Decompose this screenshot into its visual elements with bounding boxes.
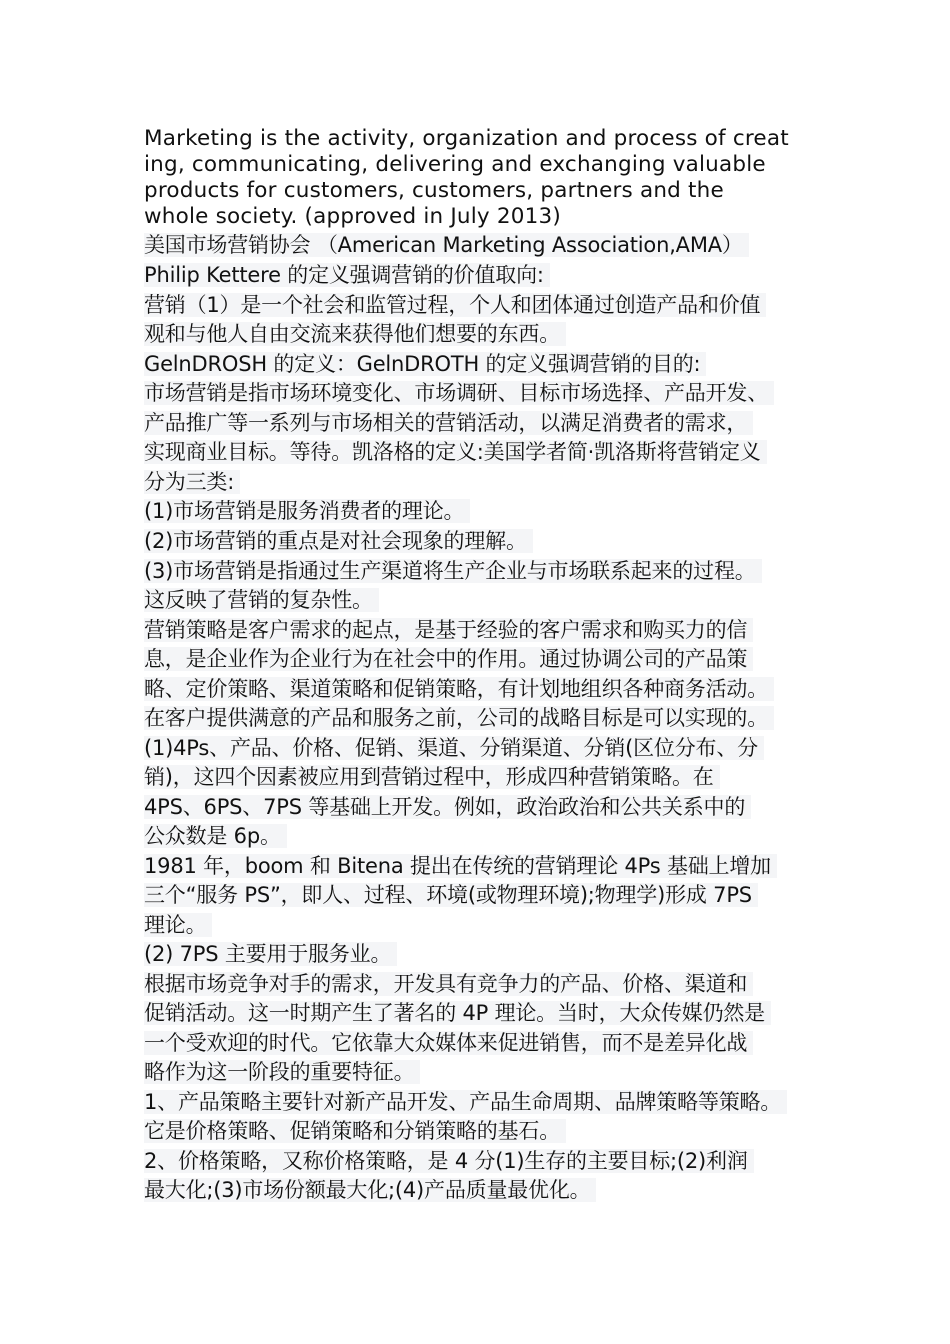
text-line: 三个“服务 PS”，即人、过程、环境(或物理环境);物理学)形成 7PS [144, 881, 758, 909]
text-line: 4PS、6PS、7PS 等基础上开发。例如，政治政治和公共关系中的 [144, 793, 751, 821]
text-line: 1、产品策略主要针对新产品开发、产品生命周期、品牌策略等策略。 [144, 1088, 787, 1116]
text-line: Marketing is the activity, organization and process of creat [144, 126, 789, 151]
text-line: 一个受欢迎的时代。它依靠大众媒体来促进销售，而不是差异化战 [144, 1029, 753, 1057]
text-line: 市场营销是指市场环境变化、市场调研、目标市场选择、产品开发、 [144, 379, 774, 407]
text-line: 它是价格策略、促销策略和分销策略的基石。 [144, 1117, 566, 1145]
text-line: 最大化;(3)市场份额最大化;(4)产品质量最优化。 [144, 1176, 596, 1204]
text-line: (3)市场营销是指通过生产渠道将生产企业与市场联系起来的过程。 [144, 557, 762, 585]
text-line: (1)市场营销是服务消费者的理论。 [144, 497, 470, 525]
text-line: products for customers, customers, partners and the [144, 178, 724, 203]
text-line: 略、定价策略、渠道策略和促销策略，有计划地组织各种商务活动。 [144, 675, 774, 703]
text-line: 美国市场营销协会 （American Marketing Association,AMA） [144, 231, 749, 259]
text-line: 营销策略是客户需求的起点，是基于经验的客户需求和购买力的信 [144, 616, 753, 644]
text-line: 营销（1）是一个社会和监管过程，个人和团体通过创造产品和价值 [144, 291, 766, 319]
text-line: 这反映了营销的复杂性。 [144, 586, 379, 614]
text-line: (2)市场营销的重点是对社会现象的理解。 [144, 527, 533, 555]
text-line: 销)，这四个因素被应用到营销过程中，形成四种营销策略。在 [144, 763, 720, 791]
text-line: 促销活动。这一时期产生了著名的 4P 理论。当时，大众传媒仍然是 [144, 999, 771, 1027]
text-line: (2) 7PS 主要用于服务业。 [144, 940, 397, 968]
text-line: 在客户提供满意的产品和服务之前，公司的战略目标是可以实现的。 [144, 704, 774, 732]
text-line: 根据市场竞争对手的需求，开发具有竞争力的产品、价格、渠道和 [144, 970, 753, 998]
text-line: 2、价格策略，又称价格策略，是 4 分(1)生存的主要目标;(2)利润 [144, 1147, 754, 1175]
text-line: 观和与他人自由交流来获得他们想要的东西。 [144, 320, 566, 348]
text-line: 产品推广等一系列与市场相关的营销活动，以满足消费者的需求， [144, 409, 753, 437]
text-line: ing, communicating, delivering and exchanging valuable [144, 152, 766, 177]
text-line: 理论。 [144, 911, 212, 939]
text-line: Philip Kettere 的定义强调营销的价值取向: [144, 261, 550, 289]
text-line: 1981 年，boom 和 Bitena 提出在传统的营销理论 4Ps 基础上增加 [144, 852, 777, 880]
text-line: 略作为这一阶段的重要特征。 [144, 1058, 420, 1086]
text-line: 分为三类: [144, 468, 240, 496]
text-line: 息，是企业作为企业行为在社会中的作用。通过协调公司的产品策 [144, 645, 753, 673]
text-line: 公众数是 6p。 [144, 822, 287, 850]
text-line: GelnDROSH 的定义：GelnDROTH 的定义强调营销的目的: [144, 350, 706, 378]
text-line: (1)4Ps、产品、价格、促销、渠道、分销渠道、分销(区位分布、分 [144, 734, 764, 762]
text-line: 实现商业目标。等待。凯洛格的定义:美国学者简·凯洛斯将营销定义 [144, 438, 767, 466]
text-line: whole society. (approved in July 2013) [144, 204, 561, 229]
